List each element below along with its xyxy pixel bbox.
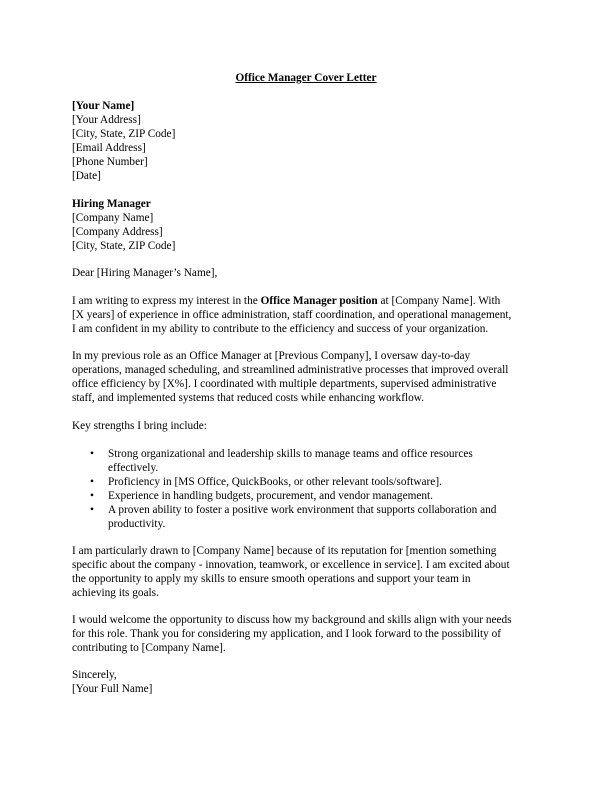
paragraph-closing [72,614,550,656]
recipient-title: Hiring Manager [72,198,151,210]
strengths-intro [72,420,550,434]
sender-address: [Your Address] [72,113,141,126]
closing-text: Sincerely, [72,669,117,681]
paragraph-experience [72,350,550,406]
paragraph-line: the opportunity to apply my skills to ensure smooth operations and support your team in [72,572,471,585]
list-item [72,476,542,490]
paragraph-line: staff, and implemented systems that reduced costs while enhancing workflow. [72,391,424,404]
list-item-text: • Proficiency in [MS Office, QuickBooks, or other relevant tools/software]. [108,475,442,488]
paragraph-line: [X years] of experience in office administration, staff coordination, and operational management, [72,308,512,321]
page-title: Office Manager Cover Letter [235,72,377,84]
intro-text-end: at [Company Name]. With [377,295,501,307]
strengths-intro-text: Key strengths I bring include: [72,420,207,432]
list-item-text: effectively. [108,461,159,474]
recipient-company: [Company Name] [72,211,154,224]
salutation [72,267,550,281]
sender-city: [City, State, ZIP Code] [72,127,176,140]
list-item-text: • A proven ability to foster a positive work environment that supports collaboration and [108,503,497,516]
sender-name: [Your Name] [72,100,135,112]
list-item-text: productivity. [108,517,166,530]
sender-email: [Email Address] [72,141,146,154]
paragraph-line: office efficiency by [X%]. I coordinated with multiple departments, supervised administrative [72,377,497,390]
paragraph-line [72,295,550,309]
paragraph-interest [72,545,550,601]
paragraph-line: In my previous role as an Office Manager at [Previous Company], I oversaw day-to-day [72,350,471,362]
intro-text: I am writing to express my interest in the [72,295,261,307]
sender-block [72,100,550,183]
paragraph-line: I am particularly drawn to [Company Name] because of its reputation for [mention something [72,545,497,557]
recipient-block [72,198,550,254]
paragraph-line: I am confident in my ability to contribute to the efficiency and success of your organization. [72,322,489,335]
signature-block [72,669,550,697]
paragraph-line: I would welcome the opportunity to discuss how my background and skills align with your needs [72,614,512,626]
paragraph-line: for this role. Thank you for considering my application, and I look forward to the possibility of [72,627,501,640]
paragraph-line: operations, managed scheduling, and streamlined administrative processes that improved overall [72,363,509,376]
paragraph-intro [72,295,550,337]
strengths-list [72,448,542,531]
paragraph-line: specific about the company - innovation, teamwork, or excellence in service]. I am excited about [72,558,510,571]
salutation-text: Dear [Hiring Manager’s Name], [72,267,218,279]
paragraph-line: contributing to [Company Name]. [72,641,226,654]
list-item [72,490,542,504]
position-name: Office Manager position [260,295,378,307]
recipient-city: [City, State, ZIP Code] [72,239,176,252]
list-item-text: • Experience in handling budgets, procurement, and vendor management. [108,489,433,502]
signature-name: [Your Full Name] [72,682,153,695]
sender-date: [Date] [72,169,101,182]
paragraph-line: achieving its goals. [72,586,159,599]
sender-phone: [Phone Number] [72,155,148,168]
list-item [72,448,542,476]
list-item [72,504,542,532]
recipient-address: [Company Address] [72,225,163,238]
list-item-text: • Strong organizational and leadership skills to manage teams and office resources [108,448,473,460]
